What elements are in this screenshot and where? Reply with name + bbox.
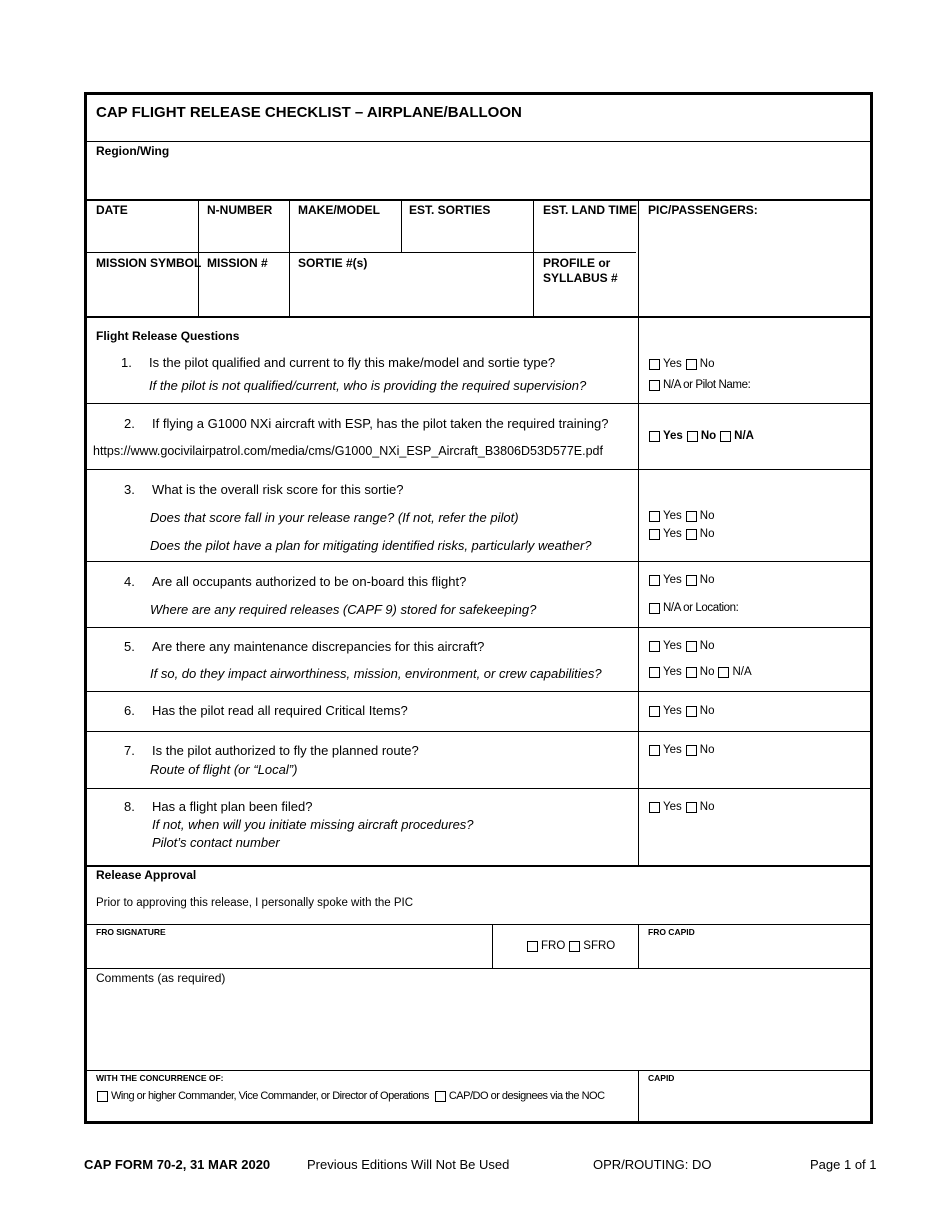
q4-na-row [649,602,742,614]
q1-na-label: N/A or Pilot Name: [663,379,751,391]
q3-plan-yes-checkbox[interactable] [649,529,660,540]
q5-subtext: If so, do they impact airworthiness, mission, environment, or crew capabilities? [150,666,602,681]
est-land-time-label: EST. LAND TIME [543,203,638,217]
region-wing-field[interactable] [87,157,870,199]
q7-number: 7. [124,743,135,758]
region-wing-label: Region/Wing [96,144,170,158]
q3-answer-row-2 [649,528,718,540]
q8-no-label: No [699,801,715,813]
comments-label: Comments (as required) [96,971,226,985]
profile-syllabus-label [543,256,618,286]
q5-answer-row-2 [649,666,756,678]
q4-text: Are all occupants authorized to be on-board this flight? [152,574,467,589]
q3-range-yes-label: Yes [663,510,682,522]
questions-heading: Flight Release Questions [96,329,240,343]
pic-passengers-label: PIC/PASSENGERS: [648,203,758,217]
form-title: CAP FLIGHT RELEASE CHECKLIST – AIRPLANE/BALLOON [96,104,522,121]
sfro-option-label: SFRO [583,940,616,952]
q2-number: 2. [124,416,135,431]
make-model-label: MAKE/MODEL [298,203,380,217]
q1-na-row [649,379,754,391]
concurrence-label: WITH THE CONCURRENCE OF: [96,1073,224,1083]
q4-yes-label: Yes [663,574,682,586]
q2-text: If flying a G1000 NXi aircraft with ESP, has the pilot taken the required training? [152,416,609,431]
q8-yes-label: Yes [663,801,682,813]
q8-yes-checkbox[interactable] [649,802,660,813]
concurrence-row [97,1090,609,1102]
q4-number: 4. [124,574,135,589]
q1-number: 1. [121,355,132,370]
q3-answer-row-1 [649,510,718,522]
q4-na-label: N/A or Location: [663,602,739,614]
q5-yes-checkbox[interactable] [649,641,660,652]
q1-na-checkbox[interactable] [649,380,660,391]
q1-yes-label: Yes [663,358,682,370]
q5-impact-na-label: N/A [732,666,752,678]
q5-no-checkbox[interactable] [686,641,697,652]
q3-range-no-label: No [699,510,715,522]
q3-range-no-checkbox[interactable] [686,511,697,522]
q3-plan-no-label: No [699,528,715,540]
q8-subtext-1: If not, when will you initiate missing aircraft procedures? [152,817,474,832]
q1-no-label: No [699,358,715,370]
q6-no-checkbox[interactable] [686,706,697,717]
q6-yes-checkbox[interactable] [649,706,660,717]
footer-form-number: CAP FORM 70-2, 31 MAR 2020 [84,1157,271,1172]
est-sorties-label: EST. SORTIES [409,203,491,217]
capid-field[interactable] [639,1085,870,1121]
q3-range-yes-checkbox[interactable] [649,511,660,522]
sfro-checkbox[interactable] [569,941,580,952]
q5-no-label: No [699,640,715,652]
q4-no-label: No [699,574,715,586]
q1-answer-row [649,358,718,370]
fro-option-label: FRO [541,940,566,952]
comments-field[interactable] [87,987,870,1069]
q8-answer-row [649,801,718,813]
q5-impact-na-checkbox[interactable] [718,667,729,678]
q7-answer-row [649,744,718,756]
q8-text: Has a flight plan been filed? [152,799,313,814]
capid-label: CAPID [648,1073,675,1083]
q5-impact-yes-checkbox[interactable] [649,667,660,678]
fro-type-row [527,940,619,952]
footer-page-number: Page 1 of 1 [810,1157,877,1172]
flight-release-form [84,92,873,1124]
mission-number-label: MISSION # [207,256,268,270]
q4-na-checkbox[interactable] [649,603,660,614]
q2-yes-label: Yes [663,430,683,442]
fro-checkbox[interactable] [527,941,538,952]
sortie-number-label: SORTIE #(s) [298,256,368,270]
q3-plan-no-checkbox[interactable] [686,529,697,540]
wing-commander-label: Wing or higher Commander, Vice Commander, or Director of Operations [111,1090,429,1102]
cap-do-label: CAP/DO or designees via the NOC [448,1090,605,1102]
q4-subtext: Where are any required releases (CAPF 9) stored for safekeeping? [150,602,537,617]
fro-capid-label: FRO CAPID [648,927,695,937]
q2-na-label: N/A [734,430,754,442]
q7-no-checkbox[interactable] [686,745,697,756]
q5-number: 5. [124,639,135,654]
q7-no-label: No [699,744,715,756]
q1-no-checkbox[interactable] [686,359,697,370]
q2-no-label: No [700,430,717,442]
q6-answer-row [649,705,718,717]
q8-subtext-2: Pilot’s contact number [152,835,280,850]
q2-yes-checkbox[interactable] [649,431,660,442]
q8-number: 8. [124,799,135,814]
wing-commander-checkbox[interactable] [97,1091,108,1102]
q6-text: Has the pilot read all required Critical Items? [152,703,408,718]
fro-signature-field[interactable] [87,938,492,967]
q5-answer-row-1 [649,640,718,652]
fro-signature-label: FRO SIGNATURE [96,927,166,937]
q2-training-link[interactable]: https://www.gocivilairpatrol.com/media/cms/G1000_NXi_ESP_Aircraft_B3806D53D577E.pdf [93,444,603,458]
q3-subtext-1: Does that score fall in your release range? (If not, refer the pilot) [150,510,519,525]
q3-number: 3. [124,482,135,497]
q7-subtext: Route of flight (or “Local”) [150,762,298,777]
q5-impact-no-checkbox[interactable] [686,667,697,678]
mission-symbol-label: MISSION SYMBOL [96,256,202,270]
q6-no-label: No [699,705,715,717]
q3-subtext-2: Does the pilot have a plan for mitigating identified risks, particularly weather? [150,538,592,553]
q5-yes-label: Yes [663,640,682,652]
q4-answer-row [649,574,718,586]
n-number-label: N-NUMBER [207,203,273,217]
q2-na-checkbox[interactable] [720,431,731,442]
q7-yes-checkbox[interactable] [649,745,660,756]
profile-line2: SYLLABUS # [543,271,618,285]
footer-opr-routing: OPR/ROUTING: DO [593,1157,712,1172]
q1-subtext: If the pilot is not qualified/current, who is providing the required supervision? [149,378,587,393]
q2-no-checkbox[interactable] [687,431,698,442]
q3-plan-yes-label: Yes [663,528,682,540]
q6-yes-label: Yes [663,705,682,717]
q5-impact-yes-label: Yes [663,666,682,678]
q1-yes-checkbox[interactable] [649,359,660,370]
q5-text: Are there any maintenance discrepancies for this aircraft? [152,639,485,654]
q4-no-checkbox[interactable] [686,575,697,586]
q8-no-checkbox[interactable] [686,802,697,813]
date-label: DATE [96,203,128,217]
q5-impact-no-label: No [699,666,715,678]
profile-line1: PROFILE or [543,256,611,270]
q1-text: Is the pilot qualified and current to fly this make/model and sortie type? [149,355,556,370]
q4-yes-checkbox[interactable] [649,575,660,586]
q6-number: 6. [124,703,135,718]
q7-text: Is the pilot authorized to fly the planned route? [152,743,419,758]
release-statement: Prior to approving this release, I personally spoke with the PIC [96,897,414,909]
cap-do-checkbox[interactable] [435,1091,446,1102]
q2-answer-row [649,430,758,442]
fro-capid-field[interactable] [639,938,870,967]
q7-yes-label: Yes [663,744,682,756]
footer-editions: Previous Editions Will Not Be Used [307,1157,510,1172]
q3-text: What is the overall risk score for this sortie? [152,482,404,497]
release-approval-heading: Release Approval [96,868,197,882]
